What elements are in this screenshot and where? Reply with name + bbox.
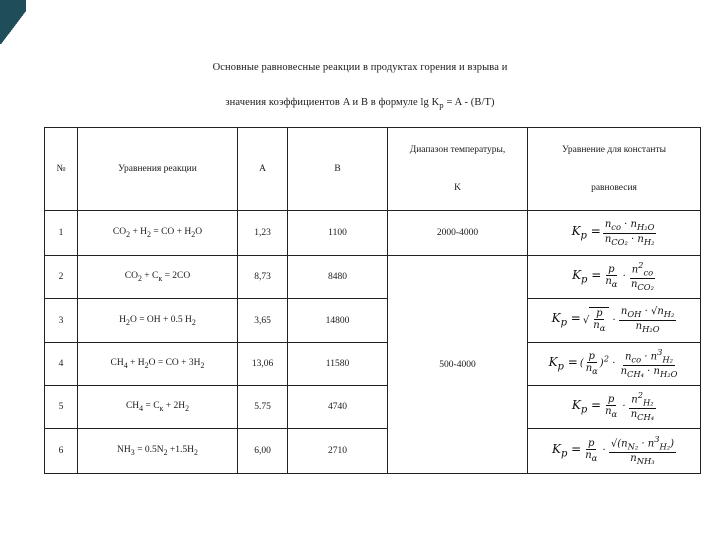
row-kp: $K_p$ = ( $\frac{p}{n_\alpha}$ )$^2$ · $\frac{n_{co} \cdot n^3_{H_2}}{n_{CH_4} \cdot n_{H_2O}}$ — [528, 343, 701, 386]
row-num: 2 — [45, 256, 78, 299]
table-row — [45, 256, 701, 299]
row-b: 2710 — [288, 429, 388, 474]
row-kp: $K_p$ = $\frac{p}{n_\alpha}$ · $\frac{n^2_{co}}{n_{CO_2}}$ — [528, 256, 701, 299]
row-reaction: $NH_3 = 0.5N_2 +1.5H_2$ — [78, 429, 238, 474]
row-a: 13,06 — [238, 343, 288, 386]
row-reaction: $CH_4 + H_2O$ = CO + $3H_2$ — [78, 343, 238, 386]
table-row — [45, 211, 701, 256]
page-title-line-2: значения коэффициентов A и B в формуле $\lg K_p = A - (B/T)$ — [225, 97, 495, 111]
row-kp: $K_p$ = $\frac{n_{co} \cdot n_{H_2O}}{n_{CO_2} \cdot n_{H_2}}$ — [528, 211, 701, 256]
reactions-table — [44, 127, 701, 474]
header-equation-label: Уравнение для константы — [561, 145, 666, 155]
header-temperature-unit: K — [454, 183, 461, 193]
row-num: 1 — [45, 211, 78, 256]
page-title-line-1: Основные равновесные реакции в продуктах горения и взрыва и — [212, 62, 508, 73]
row-num: 5 — [45, 386, 78, 429]
row-reaction: $H_2O$ = OH + 0.5 $H_2$ — [78, 299, 238, 343]
row-kp: $K_p$ = $\frac{p}{n_\alpha}$ · $\frac{n^2_{H_2}}{n_{CH_4}}$ — [528, 386, 701, 429]
row-b: 4740 — [288, 386, 388, 429]
header-equation — [528, 128, 701, 211]
table-row — [45, 299, 701, 343]
row-num: 4 — [45, 343, 78, 386]
header-reaction: Уравнения реакции — [78, 128, 238, 211]
slide-corner-decoration — [0, 0, 26, 44]
table-row — [45, 386, 701, 429]
row-b: 11580 — [288, 343, 388, 386]
row-reaction: $CO_2 + H_2$ = CO + $H_2O$ — [78, 211, 238, 256]
header-temperature — [388, 128, 528, 211]
header-equation-label-2: равновесия — [591, 183, 637, 193]
row-a: 8,73 — [238, 256, 288, 299]
row-kp: $K_p$ = $\frac{p}{n_\alpha}$ · $\frac{√(n_{N_2} \cdot n^3_{H_2})}{n_{NH_3}}$ — [528, 429, 701, 474]
row-temp-range: 500-4000 — [439, 359, 476, 370]
row-num: 6 — [45, 429, 78, 474]
header-b: B — [288, 128, 388, 211]
table-row — [45, 343, 701, 386]
row-b: 1100 — [288, 211, 388, 256]
header-a: A — [238, 128, 288, 211]
row-kp: $K_p$ = √ $\frac{p}{n_\alpha}$ · $\frac{n_{OH} \cdot √n_{H_2}}{n_{H_2O}}$ — [528, 299, 701, 343]
row-a: 1,23 — [238, 211, 288, 256]
row-a: 3,65 — [238, 299, 288, 343]
row-temp: 2000-4000 — [388, 211, 528, 256]
row-b: 14800 — [288, 299, 388, 343]
row-reaction: $CH_4 = C_к + 2H_2$ — [78, 386, 238, 429]
header-temperature-label: Диапазон температуры, — [409, 145, 506, 155]
row-reaction: $CO_2 + C_к = 2CO$ — [78, 256, 238, 299]
header-num: № — [45, 128, 78, 211]
row-temp — [388, 256, 528, 474]
row-a: 5.75 — [238, 386, 288, 429]
table-header-row — [45, 128, 701, 211]
row-a: 6,00 — [238, 429, 288, 474]
table-row — [45, 429, 701, 474]
row-num: 3 — [45, 299, 78, 343]
row-b: 8480 — [288, 256, 388, 299]
